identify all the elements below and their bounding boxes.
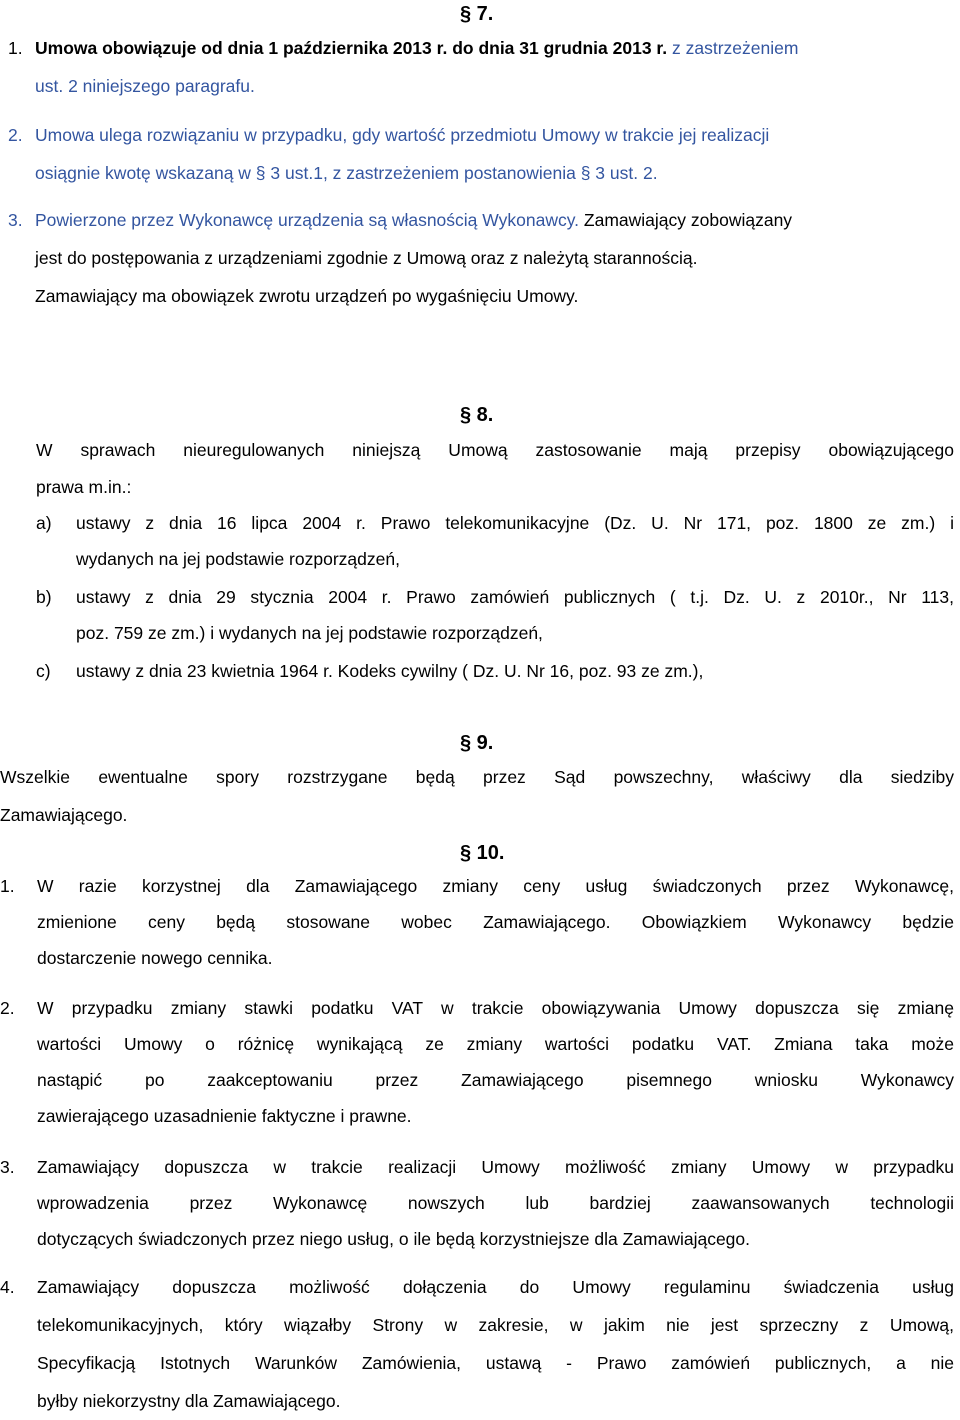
item-text: z zastrzeżeniem [667,38,799,58]
sec9-text [0,758,954,834]
item-line [35,29,954,67]
item-text: Zamawiający zobowiązany [579,210,793,230]
sec8-list [36,505,954,689]
intro-line: prawa m.in.: [36,477,132,497]
sec7-item-1 [8,29,954,105]
list-item [36,579,954,651]
list-item [36,653,954,689]
item-bold-text: Umowa obowiązuje od dnia 1 października 2013 r. do dnia 31 grudnia 2013 r. [35,38,668,58]
sec10-item-3 [0,1149,954,1257]
section-10-heading: § 10. [460,842,505,864]
text-line: Wszelkie ewentualne spory rozstrzygane będą przez Sąd powszechny, właściwy dla siedziby [0,767,954,787]
item-line: Umowa ulega rozwiązaniu w przypadku, gdy wartość przedmiotu Umowy w trakcie jej realizacji [35,125,770,145]
item-line: ust. 2 niniejszego paragrafu. [35,76,255,96]
intro-line: W sprawach nieuregulowanych niniejszą Umową zastosowanie mają przepisy obowiązującego [36,440,954,460]
item-number: 1. [0,876,15,896]
item-line: zawierającego uzasadnienie faktyczne i prawne. [37,1106,412,1126]
item-line: Zamawiający dopuszcza możliwość dołączenia do Umowy regulaminu świadczenia usług [37,1277,954,1297]
item-line: Zamawiający ma obowiązek zwrotu urządzeń po wygaśnięciu Umowy. [35,286,579,306]
item-number: 2. [0,998,15,1018]
sec10-item-1 [0,868,954,976]
sec8-intro [36,432,954,506]
item-line [35,201,954,239]
item-line: ustawy z dnia 23 kwietnia 1964 r. Kodeks cywilny ( Dz. U. Nr 16, poz. 93 ze zm.), [76,661,704,681]
item-line: Zamawiający dopuszcza w trakcie realizacji Umowy możliwość zmiany Umowy w przypadku [37,1157,954,1177]
sec10-item-2 [0,990,954,1134]
item-line: byłby niekorzystny dla Zamawiającego. [37,1391,341,1411]
item-number: 1. [8,38,23,58]
item-line: Specyfikacją Istotnych Warunków Zamówienia, ustawą - Prawo zamówień publicznych, a nie [37,1353,954,1373]
item-number: 4. [0,1277,15,1297]
item-number: 3. [8,210,23,230]
item-line: W razie korzystnej dla Zamawiającego zmiany ceny usług świadczonych przez Wykonawcę, [37,876,954,896]
item-line: dostarczenie nowego cennika. [37,948,273,968]
section-7-heading: § 7. [460,3,494,25]
item-line: W przypadku zmiany stawki podatku VAT w trakcie obowiązywania Umowy dopuszcza się zmianę [37,998,954,1018]
item-line: wydanych na jej podstawie rozporządzeń, [76,549,400,569]
item-number: 3. [0,1157,15,1177]
item-line: osiągnie kwotę wskazaną w § 3 ust.1, z zastrzeżeniem postanowienia § 3 ust. 2. [35,163,658,183]
list-item [36,505,954,577]
item-line: ustawy z dnia 16 lipca 2004 r. Prawo telekomunikacyjne (Dz. U. Nr 171, poz. 1800 ze zm.) i [76,513,954,533]
item-line: jest do postępowania z urządzeniami zgodnie z Umową oraz z należytą starannością. [35,248,698,268]
item-line: poz. 759 ze zm.) i wydanych na jej podstawie rozporządzeń, [76,623,543,643]
item-line: dotyczących świadczonych przez niego usług, o ile będą korzystniejsze dla Zamawiającego. [37,1229,751,1249]
item-line: nastąpić po zaakceptowaniu przez Zamawiającego pisemnego wniosku Wykonawcy [37,1070,954,1090]
item-line: wprowadzenia przez Wykonawcę nowszych lub bardziej zaawansowanych technologii [37,1193,954,1213]
item-line: zmienione ceny będą stosowane wobec Zamawiającego. Obowiązkiem Wykonawcy będzie [37,912,954,932]
item-letter: c) [36,661,51,681]
section-9-heading: § 9. [460,732,494,754]
text-line: Zamawiającego. [0,805,128,825]
item-letter: b) [36,587,52,607]
sec7-item-2 [8,116,954,192]
item-line: wartości Umowy o różnicę wynikającą ze zmiany wartości podatku VAT. Zmiana taka może [37,1034,954,1054]
sec7-item-3 [8,201,954,315]
item-line: ustawy z dnia 29 stycznia 2004 r. Prawo zamówień publicznych ( t.j. Dz. U. z 2010r., Nr 113, [76,587,954,607]
item-number: 2. [8,125,23,145]
section-8-heading: § 8. [460,404,494,426]
item-line: telekomunikacyjnych, który wiązałby Strony w zakresie, w jakim nie jest sprzeczny z Umową, [37,1315,954,1335]
item-letter: a) [36,513,52,533]
item-text: Powierzone przez Wykonawcę urządzenia są własnością Wykonawcy. [35,210,580,230]
sec10-item-4 [0,1268,954,1420]
